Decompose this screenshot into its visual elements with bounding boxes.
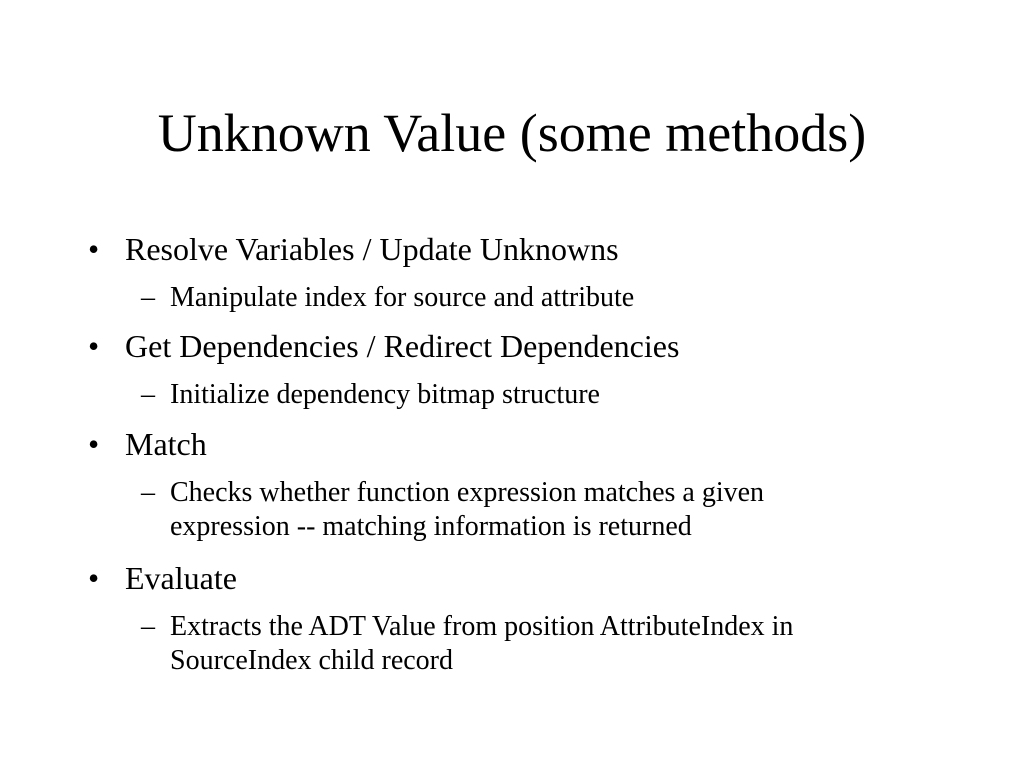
sub-bullet-marker: – — [141, 282, 155, 313]
sub-bullet-marker: – — [141, 611, 155, 642]
bullet-text: Evaluate — [125, 560, 237, 596]
bullet-marker: • — [88, 231, 100, 267]
bullet-text: Get Dependencies / Redirect Dependencies — [125, 328, 680, 364]
sub-bullet-text: Manipulate index for source and attribute — [170, 282, 635, 313]
sub-bullet-line: Checks whether function expression matches a given — [170, 477, 765, 508]
sub-bullet-text: Initialize dependency bitmap structure — [170, 379, 600, 410]
sub-bullet-line: expression -- matching information is returned — [170, 511, 692, 542]
sub-bullet-marker: – — [141, 379, 155, 410]
slide-title: Unknown Value (some methods) — [157, 103, 867, 163]
sub-bullet-line: SourceIndex child record — [170, 645, 453, 676]
bullet-text: Resolve Variables / Update Unknowns — [125, 231, 619, 267]
bullet-marker: • — [88, 328, 100, 364]
sub-bullet-marker: – — [141, 477, 155, 508]
sub-bullet-line: Extracts the ADT Value from position AttributeIndex in — [170, 611, 794, 642]
bullet-text: Match — [125, 426, 207, 462]
sub-bullet-text — [170, 476, 950, 544]
bullet-marker: • — [88, 426, 100, 462]
bullet-marker: • — [88, 560, 100, 596]
sub-bullet-text — [170, 610, 950, 678]
